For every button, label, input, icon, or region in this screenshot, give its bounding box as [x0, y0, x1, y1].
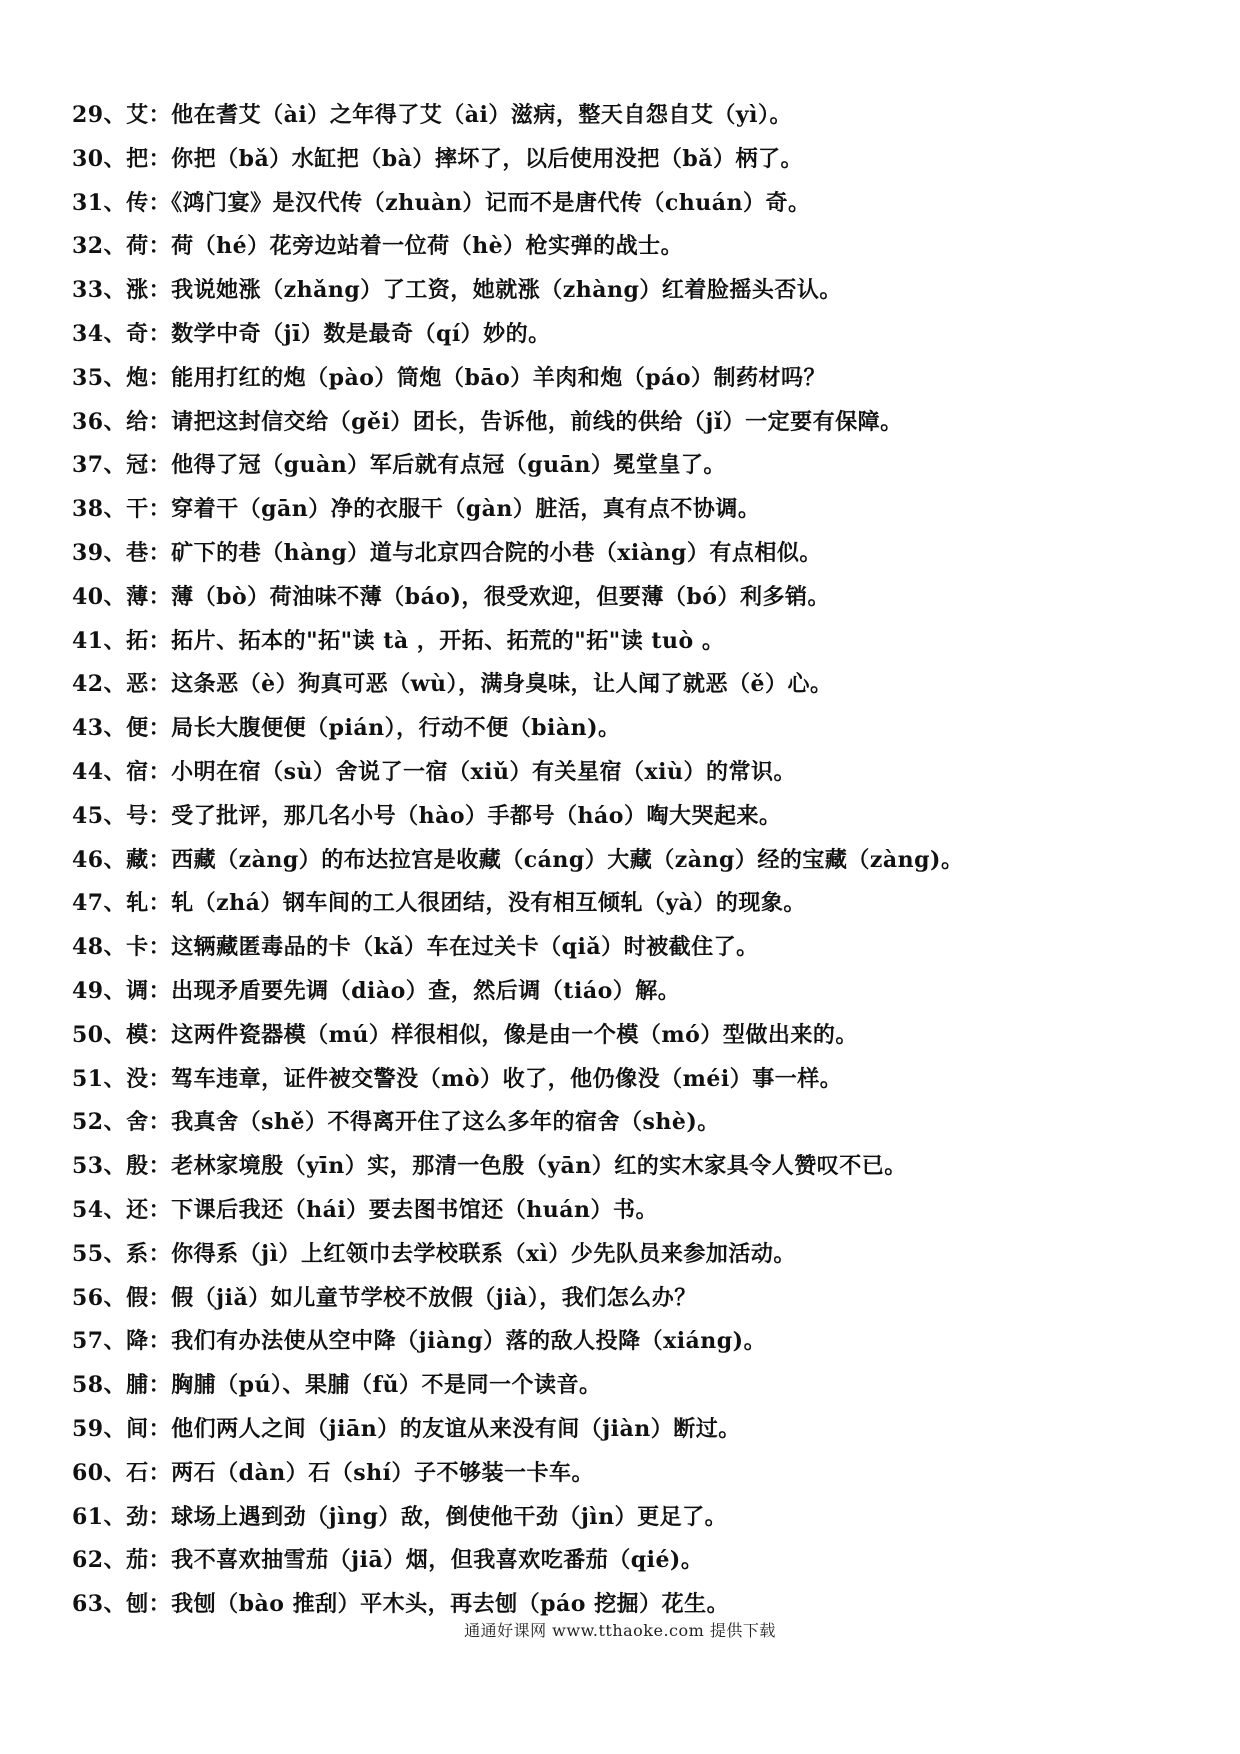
list-item: [72, 1320, 1192, 1364]
item-number: 48、: [72, 934, 127, 961]
item-text: 假：假（jiǎ）如儿童节学校不放假（jià），我们怎么办？: [126, 1284, 697, 1311]
list-item: [72, 1233, 1192, 1277]
list-item: [72, 182, 1192, 226]
item-number: 61、: [72, 1503, 127, 1530]
item-text: 把：你把（bǎ）水缸把（bà）摔坏了，以后使用没把（bǎ）柄了。: [126, 145, 804, 172]
list-item: [72, 313, 1192, 357]
item-number: 41、: [72, 627, 127, 654]
item-number: 33、: [72, 277, 127, 304]
item-number: 36、: [72, 408, 127, 435]
list-item: [72, 795, 1192, 839]
item-number: 29、: [72, 102, 127, 128]
list-item: [72, 1189, 1192, 1233]
list-item: [72, 1277, 1192, 1321]
list-item: [72, 1058, 1192, 1102]
list-item: [72, 444, 1192, 488]
list-item: [72, 357, 1192, 401]
footer-credit: 通通好课网 www.tthaoke.com 提供下载: [464, 1621, 776, 1640]
item-number: 34、: [72, 320, 127, 347]
item-number: 62、: [72, 1547, 127, 1574]
list-item: [72, 620, 1192, 664]
list-item: [72, 488, 1192, 532]
item-number: 43、: [72, 715, 127, 742]
item-text: 号：受了批评，那几名小号（hào）手都号（háo）啕大哭起来。: [126, 802, 782, 829]
list-item: [72, 269, 1192, 313]
item-number: 57、: [72, 1328, 127, 1355]
item-number: 39、: [72, 539, 127, 566]
item-number: 60、: [72, 1459, 127, 1486]
list-item: [72, 401, 1192, 445]
item-text: 宿：小明在宿（sù）舍说了一宿（xiǔ）有关星宿（xiù）的常识。: [126, 758, 796, 785]
list-item: [72, 225, 1192, 269]
item-number: 45、: [72, 802, 127, 829]
item-number: 38、: [72, 496, 127, 523]
item-text: 还：下课后我还（hái）要去图书馆还（huán）书。: [126, 1196, 658, 1223]
item-number: 35、: [72, 364, 127, 391]
item-number: 44、: [72, 758, 127, 785]
item-text: 巷：矿下的巷（hàng）道与北京四合院的小巷（xiàng）有点相似。: [126, 539, 822, 566]
item-text: 间：他们两人之间（jiān）的友谊从来没有间（jiàn）断过。: [126, 1415, 741, 1442]
item-text: 恶：这条恶（è）狗真可恶（wù），满身臭味，让人闻了就恶（ě）心。: [126, 671, 833, 698]
list-item: [72, 1014, 1192, 1058]
list-item: [72, 1101, 1192, 1145]
item-text: 炮：能用打红的炮（pào）筒炮（bāo）羊肉和炮（páo）制药材吗？: [126, 364, 827, 391]
list-item: [72, 839, 1192, 883]
item-text: 涨：我说她涨（zhǎng）了工资，她就涨（zhàng）红着脸摇头否认。: [126, 277, 842, 304]
item-number: 31、: [72, 189, 127, 216]
item-text: 调：出现矛盾要先调（diào）查，然后调（tiáo）解。: [126, 977, 681, 1004]
list-item: [72, 1364, 1192, 1408]
list-item: [72, 1539, 1192, 1583]
item-number: 46、: [72, 846, 127, 873]
item-text: 没：驾车违章，证件被交警没（mò）收了，他仍像没（méi）事一样。: [126, 1065, 843, 1092]
item-number: 53、: [72, 1153, 127, 1180]
item-number: 49、: [72, 977, 127, 1004]
list-item: [72, 882, 1192, 926]
item-number: 56、: [72, 1284, 127, 1311]
list-item: [72, 926, 1192, 970]
item-text: 脯：胸脯（pú）、果脯（fǔ）不是同一个读音。: [126, 1372, 602, 1399]
item-text: 藏：西藏（zàng）的布达拉宫是收藏（cáng）大藏（zàng）经的宝藏（zàng)。: [126, 846, 964, 873]
item-text: 卡：这辆藏匿毒品的卡（kǎ）车在过关卡（qiǎ）时被截住了。: [126, 934, 759, 961]
list-item: [72, 532, 1192, 576]
list-item: [72, 1408, 1192, 1452]
list-item: [72, 1145, 1192, 1189]
item-text: 传：《鸿门宴》是汉代传（zhuàn）记而不是唐代传（chuán）奇。: [126, 189, 811, 216]
item-text: 殷：老林家境殷（yīn）实，那清一色殷（yān）红的实木家具令人赞叹不已。: [126, 1153, 907, 1180]
list-item: [72, 576, 1192, 620]
item-text: 系：你得系（jì）上红领巾去学校联系（xì）少先队员来参加活动。: [126, 1240, 796, 1267]
list-item: [72, 138, 1192, 182]
item-text: 奇：数学中奇（jī）数是最奇（qí）妙的。: [126, 320, 551, 347]
item-text: 便：局长大腹便便（pián），行动不便（biàn)。: [126, 715, 621, 742]
list-item: [72, 970, 1192, 1014]
item-text: 茄：我不喜欢抽雪茄（jiā）烟，但我喜欢吃番茄（qié)。: [126, 1547, 704, 1574]
item-text: 荷：荷（hé）花旁边站着一位荷（hè）枪实弹的战士。: [126, 233, 684, 260]
item-number: 51、: [72, 1065, 127, 1092]
item-text: 轧：轧（zhá）钢车间的工人很团结，没有相互倾轧（yà）的现象。: [126, 890, 806, 917]
item-text: 拓：拓片、拓本的"拓"读 tà ，开拓、拓荒的"拓"读 tuò 。: [126, 627, 725, 654]
item-text: 刨：我刨（bào 推刮）平木头，再去刨（páo 挖掘）花生。: [126, 1591, 730, 1618]
item-number: 63、: [72, 1591, 127, 1618]
item-text: 艾：他在耆艾（ài）之年得了艾（ài）滋病，整天自怨自艾（yì）。: [126, 102, 792, 128]
item-number: 50、: [72, 1021, 127, 1048]
item-number: 42、: [72, 671, 127, 698]
item-text: 干：穿着干（gān）净的衣服干（gàn）脏活，真有点不协调。: [126, 496, 761, 523]
item-text: 劲：球场上遇到劲（jìng）敌，倒使他干劲（jìn）更足了。: [126, 1503, 728, 1530]
item-text: 石：两石（dàn）石（shí）子不够装一卡车。: [126, 1459, 594, 1486]
item-text: 薄：薄（bò）荷油味不薄（báo)，很受欢迎，但要薄（bó）利多销。: [126, 583, 830, 610]
item-number: 58、: [72, 1372, 127, 1399]
item-number: 40、: [72, 583, 127, 610]
polyphonic-character-list: [72, 94, 1192, 1627]
item-text: 舍：我真舍（shě）不得离开住了这么多年的宿舍（shè)。: [126, 1109, 720, 1136]
item-number: 55、: [72, 1240, 127, 1267]
item-text: 冠：他得了冠（guàn）军后就有点冠（guān）冕堂皇了。: [126, 452, 726, 479]
list-item: [72, 751, 1192, 795]
item-number: 54、: [72, 1196, 127, 1223]
item-text: 模：这两件瓷器模（mú）样很相似，像是由一个模（mó）型做出来的。: [126, 1021, 858, 1048]
item-number: 52、: [72, 1109, 127, 1136]
list-item: [72, 663, 1192, 707]
item-number: 47、: [72, 890, 127, 917]
list-item: [72, 1496, 1192, 1540]
item-text: 给：请把这封信交给（gěi）团长，告诉他，前线的供给（jǐ）一定要有保障。: [126, 408, 903, 435]
list-item: [72, 1452, 1192, 1496]
item-text: 降：我们有办法使从空中降（jiàng）落的敌人投降（xiáng)。: [126, 1328, 767, 1355]
list-item: [72, 94, 1192, 138]
item-number: 59、: [72, 1415, 127, 1442]
list-item: [72, 707, 1192, 751]
item-number: 30、: [72, 145, 127, 172]
item-number: 32、: [72, 233, 127, 260]
item-number: 37、: [72, 452, 127, 479]
